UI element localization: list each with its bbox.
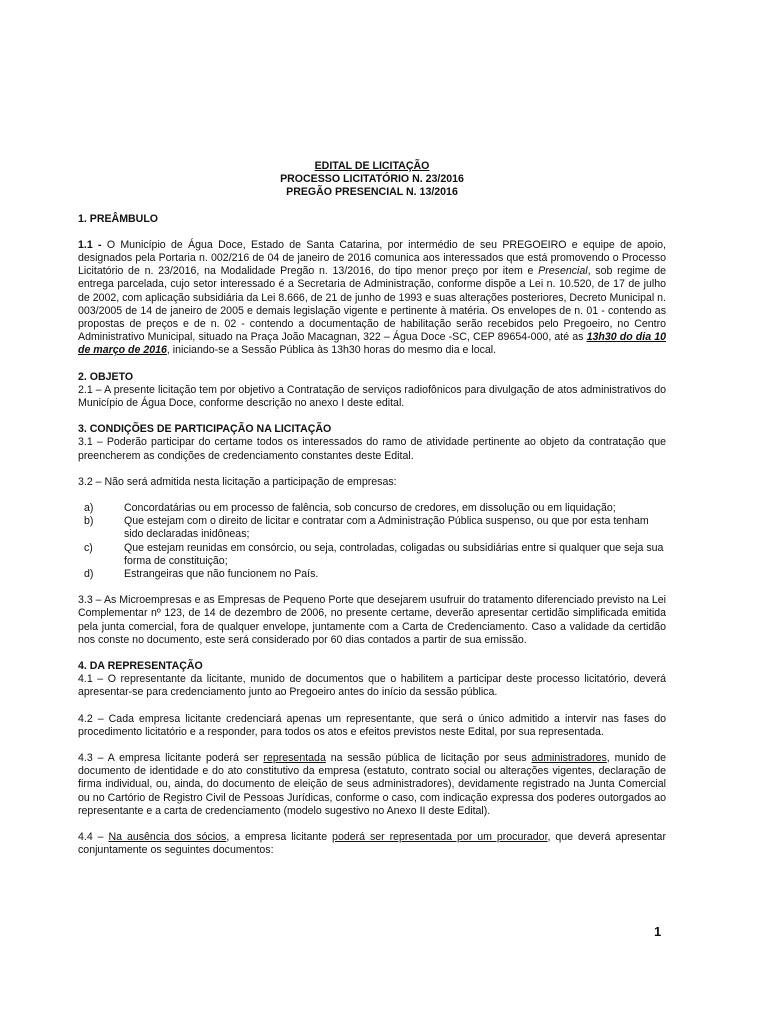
underlined-text: representada [263, 752, 326, 765]
pregao-title: PREGÃO PRESENCIAL N. 13/2016 [286, 186, 458, 199]
exclusion-list [78, 502, 666, 581]
underlined-text: administradores [531, 752, 607, 765]
paragraph-2-1: 2.1 – A presente licitação tem por objetivo a Contratação de serviços radiofônicos para divulgação de atos administrativos do Município de Água Doce, conforme descrição no anexo I deste edital. [78, 383, 666, 409]
paragraph-4-2: 4.2 – Cada empresa licitante credenciará apenas um representante, que será o único admitido a intervir nas fases do procedimento licitatório e a responder, para todos os atos e efeitos previstos neste Edital, por sua representada. [78, 712, 666, 738]
edital-title: EDITAL DE LICITAÇÃO [314, 160, 430, 172]
section-4-heading: 4. DA REPRESENTAÇÃO [78, 660, 203, 673]
page-number: 1 [654, 924, 662, 939]
paragraph-4-3 [78, 752, 666, 818]
list-marker: a) [84, 502, 94, 515]
list-item [78, 515, 666, 541]
italic-text: Presencial [538, 265, 588, 278]
document-page [78, 160, 666, 857]
paragraph-text: , que deverá apresentar conjuntamente os seguintes documentos: [78, 831, 666, 857]
underlined-text: Na ausência dos sócios [108, 831, 227, 844]
list-item-text: Que estejam com o direito de licitar e contratar com a Administração Pública suspenso, ou que por esta tenham sido declaradas inidôneas; [124, 515, 649, 541]
section-1-heading: 1. PREÂMBULO [78, 212, 159, 225]
paragraph-text: , sob regime de entrega parcelada, cujo setor interessado é a Secretaria de Administração, conforme dispõe a Lei n. 10.520, de 17 de julho de 2002, com aplicação subsidiária da Lei 8.666, de 21 de junho de 1993 e suas alterações posteriores, Decreto Municipal n. 003/2005 de 14 de janeiro de 2005 e demais legislação vigente e pertinente à matéria. Os envelopes de n. 01 - contendo as propostas de preços e de n. 02 - contendo a documentação de habilitação serão recebidos pelo Pregoeiro, no Centro Administrativo Municipal, situado na Praça João Macagnan, 322 – Água Doce -SC, CEP 89654-000, até as [78, 265, 666, 344]
paragraph-text: 4.4 – [78, 831, 109, 844]
paragraph-text: 4.3 – A empresa licitante poderá ser [78, 752, 264, 765]
paragraph-4-1: 4.1 – O representante da licitante, munido de documentos que o habilitem a participar deste processo licitatório, deverá apresentar-se para credenciamento junto ao Pregoeiro antes do início da sessão pública. [78, 673, 666, 699]
paragraph-3-1: 3.1 – Poderão participar do certame todos os interessados do ramo de atividade pertinente ao objeto da contratação que preencherem as condições de credenciamento constantes deste Edital. [78, 436, 666, 462]
paragraph-1-1 [78, 239, 666, 358]
list-item [78, 502, 666, 515]
paragraph-text: na sessão pública de licitação por seus [325, 752, 532, 765]
list-marker: b) [84, 515, 94, 528]
list-item [78, 542, 666, 568]
list-item-text: Que estejam reunidas em consórcio, ou seja, controladas, coligadas ou subsidiárias entre si qualquer que seja sua forma de constituição; [124, 541, 664, 567]
paragraph-text: , iniciando-se a Sessão Pública às 13h30 horas do mesmo dia e local. [166, 344, 497, 357]
list-item [78, 568, 666, 581]
section-3-heading: 3. CONDIÇÕES DE PARTICIPAÇÃO NA LICITAÇÃO [78, 423, 332, 436]
paragraph-text: , munido de documento de identidade e do ato constitutivo da empresa (estatuto, contrato social ou alterações vigentes, declaração de firma individual, ou, ainda, do documento de eleição de seus administradores), devidamente registrado na Junta Comercial ou no Cartório de Registro Civil de Pessoas Jurídicas, conforme o caso, com indicação expressa dos poderes outorgados ao representante e a carta de credenciamento (modelo sugestivo no Anexo II deste Edital). [78, 752, 666, 817]
document-header [78, 160, 666, 200]
paragraph-3-2: 3.2 – Não será admitida nesta licitação a participação de empresas: [78, 475, 397, 488]
deadline-highlight: 13h30 do dia 10 de março de 2016 [78, 331, 667, 357]
paragraph-text: , a empresa licitante [226, 831, 333, 844]
processo-title: PROCESSO LICITATÓRIO N. 23/2016 [280, 173, 464, 186]
paragraph-text: O Município de Água Doce, Estado de Santa Catarina, por intermédio de seu PREGOEIRO e equipe de apoio, designados pela Portaria n. 002/216 de 04 de janeiro de 2016 comunica aos interessados que está promovendo o Processo Licitatório de n. 23/2016, na Modalidade Pregão n. 13/2016, do tipo menor preço por item e [78, 238, 667, 278]
list-item-text: Concordatárias ou em processo de falência, sob concurso de credores, em dissolução ou em liquidação; [124, 502, 616, 515]
list-item-text: Estrangeiras que não funcionem no País. [124, 568, 319, 581]
underlined-text: poderá ser representada por um procurador [332, 831, 548, 844]
section-2-heading: 2. OBJETO [78, 370, 134, 383]
list-marker: c) [84, 541, 93, 554]
paragraph-3-3: 3.3 – As Microempresas e as Empresas de Pequeno Porte que desejarem usufruir do tratamento diferenciado previsto na Lei Complementar nº 123, de 14 de dezembro de 2006, no presente certame, deverão apresentar certidão simplificada emitida pela junta comercial, fora de qualquer envelope, juntamente com a Carta de Credenciamento. Caso a validade da certidão nos conste no documento, este será considerado por 60 dias contados a partir de sua emissão. [78, 594, 666, 646]
clause-number: 1.1 - [78, 238, 102, 251]
list-marker: d) [84, 568, 94, 581]
paragraph-4-4 [78, 831, 666, 857]
